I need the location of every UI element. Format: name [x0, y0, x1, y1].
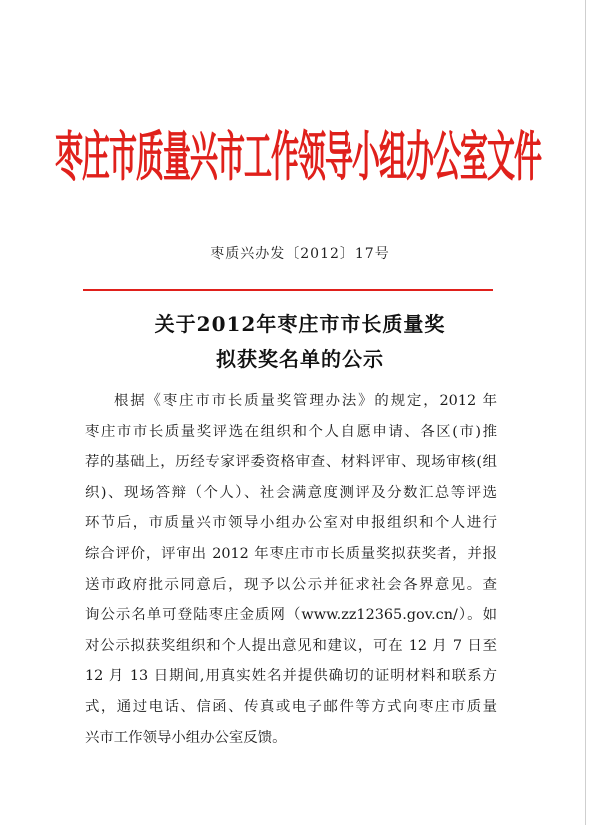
- body-line: 兴市工作领导小组办公室反馈。: [85, 729, 287, 746]
- notice-title-line-2: 拟获奖名单的公示: [216, 347, 384, 371]
- body-line: 式，通过电话、信函、传真或电子邮件等方式向枣庄市质量: [85, 698, 497, 715]
- body-line: 询公示名单可登陆枣庄金质网（www.zz12365.gov.cn/）。如: [85, 607, 497, 624]
- body-line: 根据《枣庄市市长质量奖管理办法》的规定，2012 年: [114, 393, 497, 409]
- body-line: 枣庄市市长质量奖评选在组织和个人自愿申请、各区(市)推: [85, 423, 497, 440]
- document-number: 枣质兴办发〔2012〕17号: [210, 246, 390, 262]
- body-line: 织)、现场答辩（个人）、社会满意度测评及分数汇总等评选: [85, 484, 497, 501]
- body-line: 送市政府批示同意后，现予以公示并征求社会各界意见。查: [85, 576, 497, 593]
- body-line: 对公示拟获奖组织和个人提出意见和建议，可在 12 月 7 日至: [85, 637, 497, 654]
- notice-body: [85, 386, 497, 753]
- document-header-title: 枣庄市质量兴市工作领导小组办公室文件: [55, 125, 542, 189]
- red-divider-rule: [83, 289, 493, 291]
- body-line: 荐的基础上，历经专家评委资格审查、材料评审、现场审核(组: [85, 454, 497, 471]
- body-line: 综合评价，评审出 2012 年枣庄市市长质量奖拟获奖者，并报: [85, 545, 497, 562]
- notice-title-line-1: 关于2012年枣庄市市长质量奖: [154, 312, 446, 336]
- scan-edge-line: [585, 0, 586, 825]
- body-line: 环节后，市质量兴市领导小组办公室对申报组织和个人进行: [85, 515, 497, 532]
- body-line: 12 月 13 日期间,用真实姓名并提供确切的证明材料和联系方: [85, 668, 497, 685]
